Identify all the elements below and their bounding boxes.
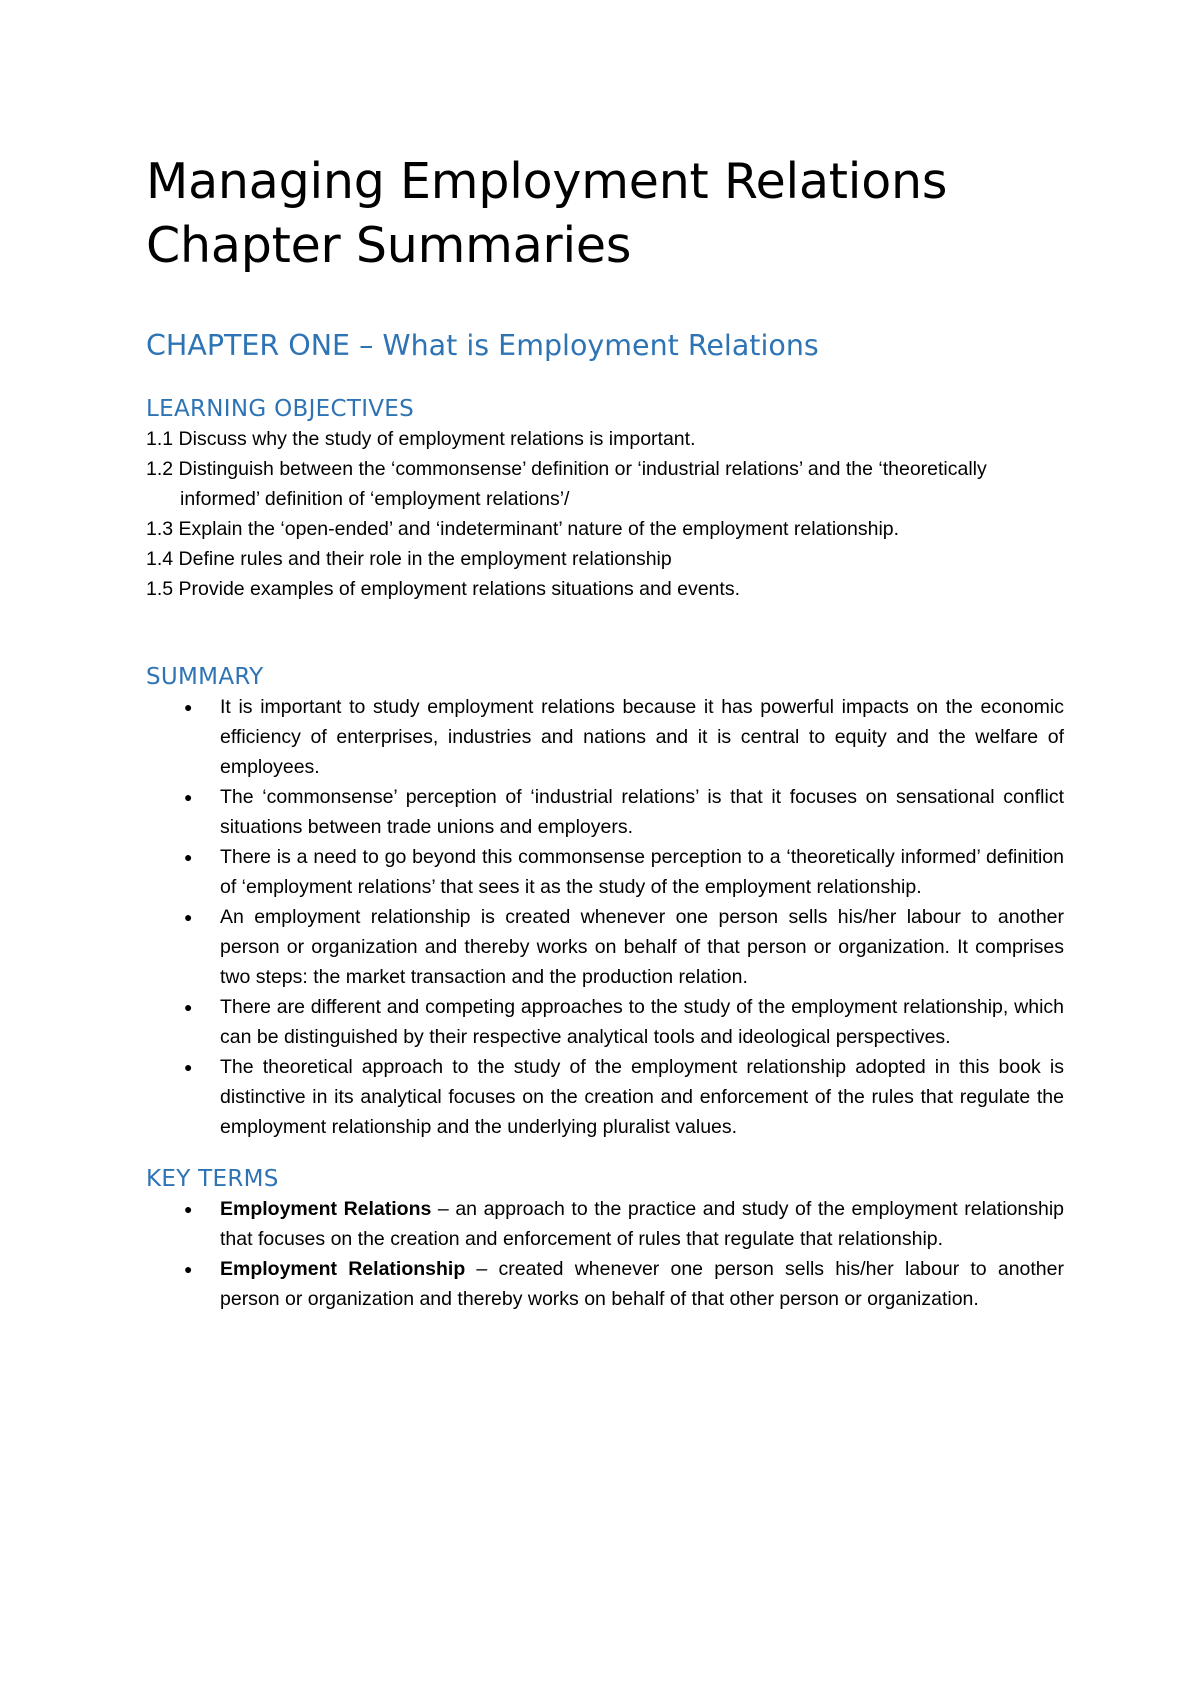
bullet-icon: ● (184, 1261, 193, 1277)
summary-item (146, 902, 1064, 992)
key-terms-list (146, 1194, 1064, 1314)
summary-item (146, 992, 1064, 1052)
key-term-name: Employment Relations (220, 1198, 432, 1220)
summary-item-text: There are different and competing approaches to the study of the employment relationship, which can be distinguished by their respective analytical tools and ideological perspectives. (220, 996, 1064, 1048)
objective-item: 1.4 Define rules and their role in the employment relationship (146, 548, 672, 570)
key-term-item (146, 1194, 1064, 1254)
bullet-icon: ● (184, 1201, 193, 1217)
key-terms-heading: KEY TERMS (146, 1166, 279, 1192)
bullet-icon: ● (184, 909, 193, 925)
learning-objectives-list (146, 424, 1064, 604)
document-title (146, 150, 1064, 278)
key-term-definition: – created whenever one person sells his/her labour to another person or organization and thereby works on behalf of that other person or organization. (220, 1258, 1064, 1310)
summary-list (146, 692, 1064, 1142)
key-term-name: Employment Relationship (220, 1258, 466, 1280)
objective-item: 1.2 Distinguish between the ‘commonsense’ definition or ‘industrial relations’ and the ‘theoretically informed’ definition of ‘employment relations’/ (146, 458, 987, 510)
summary-item-text: There is a need to go beyond this commonsense perception to a ‘theoretically informed’ definition of ‘employment relations’ that sees it as the study of the employment relationship. (220, 846, 1064, 898)
objective-item: 1.1 Discuss why the study of employment relations is important. (146, 428, 696, 450)
summary-heading: SUMMARY (146, 664, 264, 690)
bullet-icon: ● (184, 1059, 193, 1075)
document-content (146, 150, 1064, 1314)
summary-item (146, 1052, 1064, 1142)
key-term-item (146, 1254, 1064, 1314)
bullet-icon: ● (184, 699, 193, 715)
key-term-definition: – an approach to the practice and study of the employment relationship that focuses on the creation and enforcement of rules that regulate that relationship. (220, 1198, 1064, 1250)
summary-item-text: The ‘commonsense’ perception of ‘industrial relations’ is that it focuses on sensational conflict situations between trade unions and employers. (220, 786, 1064, 838)
summary-item-text: An employment relationship is created whenever one person sells his/her labour to another person or organization and thereby works on behalf of that person or organization. It comprises two steps: the market transaction and the production relation. (220, 906, 1064, 988)
document-title-line-2: Chapter Summaries (146, 217, 632, 274)
chapter-heading: CHAPTER ONE – What is Employment Relations (146, 329, 819, 362)
bullet-icon: ● (184, 849, 193, 865)
summary-item (146, 692, 1064, 782)
document-title-line-1: Managing Employment Relations (146, 153, 948, 210)
summary-item-text: The theoretical approach to the study of the employment relationship adopted in this book is distinctive in its analytical focuses on the creation and enforcement of the rules that regulate the employment relationship and the underlying pluralist values. (220, 1056, 1064, 1138)
summary-item-text: It is important to study employment relations because it has powerful impacts on the economic efficiency of enterprises, industries and nations and it is central to equity and the welfare of employees. (220, 696, 1064, 778)
bullet-icon: ● (184, 999, 193, 1015)
objective-item: 1.5 Provide examples of employment relations situations and events. (146, 578, 740, 600)
summary-item (146, 782, 1064, 842)
objective-item: 1.3 Explain the ‘open-ended’ and ‘indeterminant’ nature of the employment relationship. (146, 518, 900, 540)
summary-item (146, 842, 1064, 902)
bullet-icon: ● (184, 789, 193, 805)
learning-objectives-heading: LEARNING OBJECTIVES (146, 396, 415, 422)
